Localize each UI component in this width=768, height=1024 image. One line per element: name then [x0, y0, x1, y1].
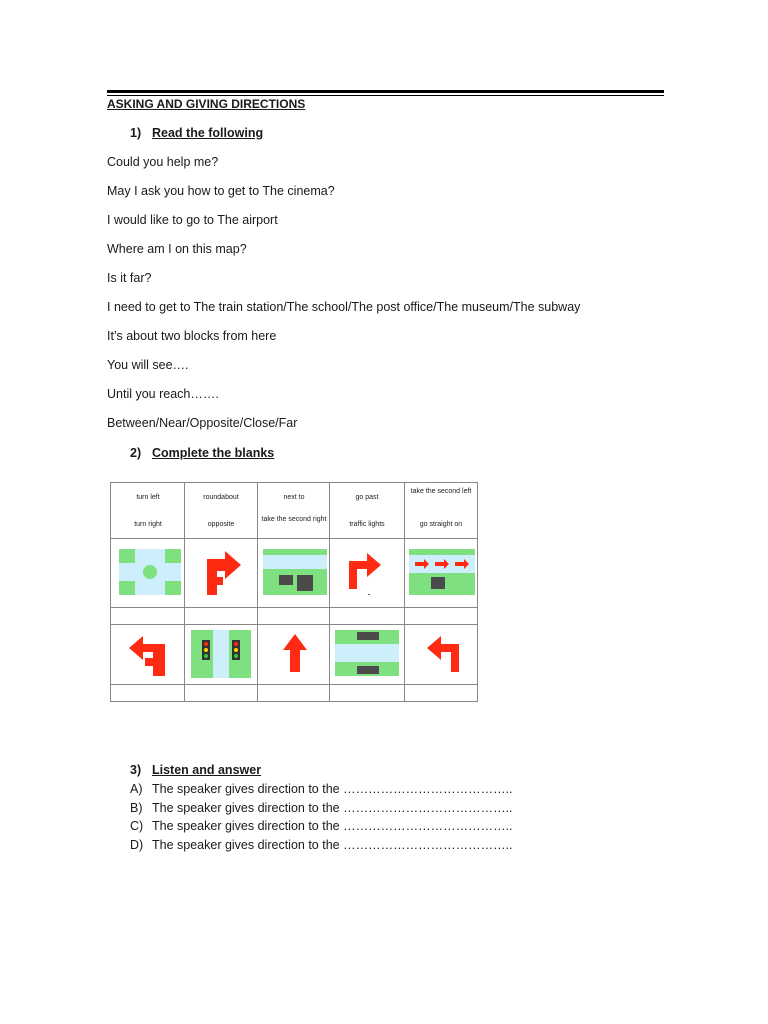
turn-left-arrow-icon	[423, 630, 467, 676]
phrase-line: Is it far?	[107, 271, 152, 285]
answer-letter: D)	[130, 838, 144, 852]
turn-right-arrow-icon	[343, 549, 387, 595]
header-rule-thick	[107, 90, 664, 93]
grid-divider	[111, 538, 477, 539]
answer-text: The speaker gives direction to the …………………………………..	[152, 782, 513, 796]
word-bank-item: go straight on	[419, 521, 463, 528]
grid-divider	[404, 483, 405, 701]
grid-divider	[184, 483, 185, 701]
phrase-line: You will see….	[107, 358, 189, 372]
straight-arrow-icon	[281, 632, 309, 674]
grid-divider	[257, 483, 258, 701]
section-1-label: Read the following	[152, 126, 264, 140]
word-bank-item: roundabout	[203, 494, 239, 501]
grid-divider	[111, 624, 477, 625]
word-bank-item: take the second right	[261, 516, 327, 523]
phrase-line: Until you reach…….	[107, 387, 219, 401]
answer-text: The speaker gives direction to the …………………………………..	[152, 801, 513, 815]
word-bank-item: traffic lights	[349, 521, 385, 528]
word-bank-item: turn right	[134, 521, 162, 528]
phrase-line: I need to get to The train station/The school/The post office/The museum/The subway	[107, 300, 581, 314]
section-3-number: 3)	[130, 763, 142, 777]
go-straight-on-icon	[409, 549, 475, 595]
second-left-arrow-icon	[125, 630, 171, 676]
section-3-label: Listen and answer	[152, 763, 262, 777]
phrase-line: I would like to go to The airport	[107, 213, 278, 227]
section-1-number: 1)	[130, 126, 142, 140]
phrase-line: Between/Near/Opposite/Close/Far	[107, 416, 298, 430]
phrase-line: May I ask you how to get to The cinema?	[107, 184, 335, 198]
phrase-line: Could you help me?	[107, 155, 219, 169]
answer-text: The speaker gives direction to the …………………………………..	[152, 819, 513, 833]
second-right-arrow-icon	[203, 549, 243, 595]
answer-line	[130, 782, 513, 796]
word-bank-item: turn left	[136, 494, 160, 501]
word-bank-item: next to	[283, 494, 305, 501]
answer-letter: B)	[130, 801, 143, 815]
word-bank-item: opposite	[207, 521, 235, 528]
word-bank-item: take the second left	[410, 488, 472, 495]
traffic-lights-icon	[191, 630, 251, 678]
grid-divider	[111, 684, 477, 685]
word-bank-item: go past	[355, 494, 379, 501]
section-2-number: 2)	[130, 446, 142, 460]
document-title: ASKING AND GIVING DIRECTIONS	[107, 97, 306, 111]
answer-text: The speaker gives direction to the …………………………………..	[152, 838, 513, 852]
section-2-heading	[130, 446, 274, 460]
phrase-line: It’s about two blocks from here	[107, 329, 277, 343]
grid-divider	[111, 607, 477, 608]
phrase-line: Where am I on this map?	[107, 242, 247, 256]
answer-letter: A)	[130, 782, 143, 796]
roundabout-icon	[119, 549, 181, 595]
answer-line	[130, 819, 513, 833]
next-to-icon	[263, 549, 327, 595]
section-2-label: Complete the blanks	[152, 446, 275, 460]
opposite-icon	[335, 630, 399, 676]
answer-letter: C)	[130, 819, 144, 833]
section-1-heading	[130, 126, 263, 140]
grid-divider	[329, 483, 330, 701]
answer-line	[130, 801, 513, 815]
header-rule-thin	[107, 95, 664, 96]
section-3-heading	[130, 763, 261, 777]
answer-line	[130, 838, 513, 852]
directions-grid	[110, 482, 478, 702]
